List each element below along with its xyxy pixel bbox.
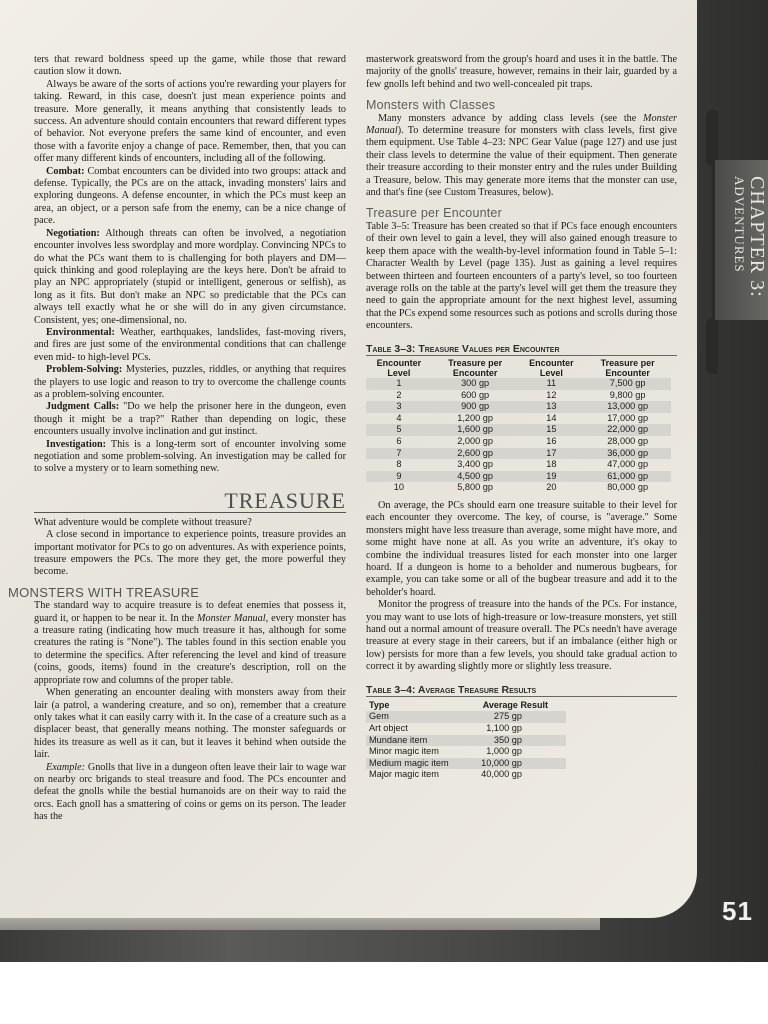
table-row	[366, 436, 671, 448]
table-cell: 7,500 gp	[584, 378, 671, 390]
term-label: Combat:	[46, 165, 85, 177]
table-cell: 18	[546, 459, 557, 470]
paragraph: Table 3–5: Treasure has been created so that if PCs face enough encounters of their own level to gain a level, they will also gained enough treasure to keep them apace with the wealth-by-level information found in Table 5–1: Character Wealth by Level (page 135). Just as gaining a level requires between thirteen and fourteen encounters of a party's level, so too fourteen average rolls on the table at the party's level will get them the treasure they need to gain the appropriate amount for the next highest level, assuming that the PCs expend some resources such as potions and scrolls during those encounters.	[366, 220, 677, 332]
table-cell: 10	[393, 482, 404, 493]
table-row	[366, 424, 671, 436]
table-cell: Gem	[366, 711, 465, 723]
table-header-row	[366, 358, 671, 378]
table-cell: 36,000 gp	[584, 448, 671, 460]
table-cell: 22,000 gp	[584, 424, 671, 436]
table-cell: 9	[366, 471, 432, 483]
column-header: Encounter Level	[376, 357, 422, 378]
table-cell: Major magic item	[369, 769, 439, 780]
table-cell: 900 gp	[432, 401, 519, 413]
left-column	[8, 54, 346, 824]
table-cell: 15	[518, 424, 584, 436]
term-label: Problem-Solving:	[46, 364, 123, 376]
table-cell: 8	[396, 459, 402, 470]
paragraph: Many monsters advance by adding class levels (see the Monster Manual). To determine treasure for monsters with class levels, first give them equipment. Use Table 4–23: NPC Gear Value (page 127) and use just their class levels to determine the value of their equipment. Then generate their treasure according to their monster entry and the rules under Building a Treasure, below. This may generate more items that the monster can use, and that's fine (see Custom Treasures, below).	[366, 112, 677, 199]
column-header: Encounter Level	[529, 357, 574, 378]
term-label: Environmental:	[46, 326, 115, 338]
column-header: Average Result	[482, 699, 548, 710]
table-row	[366, 390, 671, 402]
table-cell: 20	[546, 482, 557, 493]
paragraph: What adventure would be complete without treasure?	[34, 516, 252, 528]
table-cell: 1,100 gp	[486, 722, 522, 733]
table-cell: 61,000 gp	[584, 471, 671, 483]
subheading-monsters-with-classes: Monsters with Classes	[366, 98, 496, 113]
table-cell: 275 gp	[465, 711, 566, 723]
table-cell: 300 gp	[432, 378, 519, 390]
table-cell: 6	[396, 435, 402, 446]
paragraph: The standard way to acquire treasure is to defeat enemies that possess it, guard it, or happen to be near it. In the Monster Manual, every monster has a treasure rating (indicating how much treasure it has, although for some creatures the rating is "None"). The tables found in this section enable you to determine the specifics. After referencing the level and kind of treasure (coins, goods, items) found in the creature's description, roll on the appropriate row and columns of the proper table.	[34, 600, 346, 686]
table-cell: 7	[366, 448, 432, 460]
term-label: Judgment Calls:	[46, 401, 120, 413]
paragraph: On average, the PCs should earn one treasure suitable to their level for each encounter they overcome. The key, of course, is "average." Some monsters might have less treasure than average, some might have more, and some might have none at all. As you write an adventure, it's okay to combine the individual treasures listed for each monster into one larger hoard. If a dungeon is home to a beholder and numerous bugbears, for example, you can take some or all of the bugbear treasure and add it to the beholder's hoard.	[366, 499, 677, 598]
table-cell: Minor magic item	[369, 746, 439, 757]
table-row	[366, 758, 566, 770]
table-cell: 47,000 gp	[607, 459, 649, 470]
table-row	[366, 746, 566, 758]
table-cell: 4	[396, 412, 402, 423]
subheading-treasure-per-encounter: Treasure per Encounter	[366, 206, 502, 221]
table-cell: 3,400 gp	[457, 459, 493, 470]
paragraph: ters that reward boldness speed up the game, while those that reward caution slow it down.	[34, 54, 346, 78]
table-3-4-title: Table 3–4: Average Treasure Results	[366, 684, 677, 697]
column-header: Treasure per Encounter	[600, 357, 655, 378]
paragraph-judgment-calls: Judgment Calls: "Do we help the prisoner here in the dungeon, even though it might be a trap?" Rather than depending on logic, these encounters usually involve inclination and gut instinct.	[34, 401, 346, 438]
table-row	[366, 448, 671, 460]
decorative-hook-bottom	[706, 318, 718, 374]
table-cell: 350 gp	[465, 735, 566, 747]
table-row	[366, 459, 671, 471]
decorative-hook-top	[706, 110, 718, 166]
table-cell: 2	[396, 389, 402, 400]
right-column	[366, 54, 677, 781]
table-cell: 17,000 gp	[607, 412, 649, 423]
paragraph: Monitor the progress of treasure into the hands of the PCs. For instance, you may want to use lots of high-treasure or low-treasure monsters, yet still hand out a normal amount of treasure overall. The PCs needn't have average treasure at every stage in their careers, but if an imbalance (either high or low) persists for more than a few levels, you should take gradual action to correct it by awarding slightly more or slightly less treasure.	[366, 599, 677, 673]
subheading-monsters-with-treasure: MONSTERS WITH TREASURE	[8, 584, 200, 600]
table-3-3	[366, 358, 671, 494]
table-cell: 1,000 gp	[486, 746, 522, 757]
table-row	[366, 735, 566, 747]
paragraph-negotiation: Negotiation: Although threats can often be involved, a negotiation encounter involves less swordplay and more wordplay. Convincing NPCs to do what the PCs want them to is challenging for both players and DM—quick thinking and good roleplaying are the keys here. Don't be afraid to play an NPC appropriately (stupid or intelligent, generous or selfish), as long as it fits. But don't make an NPC so predictable that the PCs can always tell exactly what he or she will do in any given circumstance. Consistent, yes; one-dimensional, no.	[34, 227, 346, 326]
table-cell: 9,800 gp	[609, 389, 646, 400]
table-cell: 11	[518, 378, 584, 390]
table-cell: 19	[518, 471, 584, 483]
table-cell: 3	[366, 401, 432, 413]
table-row	[366, 769, 566, 781]
table-cell: 28,000 gp	[607, 435, 649, 446]
paragraph-example: Example: Gnolls that live in a dungeon often leave their lair to wage war on nearby orc brigands to steal treasure and food. The PCs encounter and defeat the gnolls while the bestial humanoids are on their way to raid the orcs. Each gnoll has a smattering of coins or gems on its person. The leader has the	[34, 761, 346, 823]
table-cell: 2,000 gp	[457, 435, 493, 446]
term-label: Investigation:	[46, 438, 106, 450]
paragraph-combat: Combat: Combat encounters can be divided into two groups: attack and defense. Typically, the PCs are on the attack, invading monsters' lairs and exploring dungeons. A defense encounter, in which the PCs must keep an area, an object, or a person safe from the enemy, can be a nice change of pace.	[34, 165, 346, 227]
table-row	[366, 413, 671, 425]
table-cell: 5,800 gp	[457, 482, 493, 493]
table-cell: Medium magic item	[366, 758, 465, 770]
table-header-row	[366, 699, 566, 711]
table-cell: 17	[518, 448, 584, 460]
table-cell: 13,000 gp	[584, 401, 671, 413]
table-cell: 16	[546, 435, 557, 446]
table-cell: 5	[366, 424, 432, 436]
chapter-title: ADVENTURES	[732, 176, 747, 273]
table-cell: 1	[366, 378, 432, 390]
table-cell: 1,200 gp	[457, 412, 493, 423]
paragraph-investigation: Investigation: This is a long-term sort of encounter involving some negotiation and some problem-solving. An investigation may be called for to solve a mystery or to learn something new.	[34, 438, 346, 475]
table-row	[366, 711, 566, 723]
paragraph: Always be aware of the sorts of actions you're rewarding your players for taking. Reward, in this case, doesn't just mean experience points and treasure. More generally, it means anything that consistently leads to success. An adventure should contain encounters that reward different types of behavior. Not everyone prefers the same kind of encounter, and even those with a favorite enjoy a change of pace. Remember, then, that you can offer many different kinds of encounters, including all of the following.	[34, 78, 346, 165]
table-row	[366, 482, 671, 494]
table-cell: 80,000 gp	[607, 482, 649, 493]
table-cell: 14	[546, 412, 557, 423]
table-cell: 13	[518, 401, 584, 413]
table-cell: 10,000 gp	[465, 758, 566, 770]
paragraph-problem-solving: Problem-Solving: Mysteries, puzzles, riddles, or anything that requires the players to use logic and reason to try to overcome the challenge counts as a problem-solving encounter.	[34, 364, 346, 400]
paragraph: When generating an encounter dealing with monsters away from their lair (a patrol, a wandering creature, and so on), remember that a creature only takes what it can easily carry with it. In the case of a creature such as a displacer beast, that generally means nothing. The monster safeguards or hides its treasure as well as it can, but it leaves it behind when outside the lair.	[34, 687, 346, 761]
table-3-4	[366, 699, 566, 781]
column-header: Treasure per Encounter	[448, 357, 503, 378]
table-3-3-title: Table 3–3: Treasure Values per Encounter	[366, 343, 677, 356]
section-heading-treasure: TREASURE	[34, 490, 346, 513]
table-row	[366, 401, 671, 413]
table-row	[366, 471, 671, 483]
table-row	[366, 723, 566, 735]
table-cell: 600 gp	[461, 389, 490, 400]
term-label: Negotiation:	[46, 227, 100, 239]
table-cell: 1,600 gp	[432, 424, 519, 436]
table-cell: 12	[546, 389, 557, 400]
term-label: Example:	[46, 761, 86, 773]
table-cell: 40,000 gp	[481, 769, 522, 780]
page-number: 51	[722, 896, 753, 926]
chapter-tab-label	[718, 176, 768, 326]
chapter-number: CHAPTER 3:	[746, 176, 768, 298]
table-row	[366, 378, 671, 390]
paragraph: A close second in importance to experience points, treasure provides an important motivator for PCs to go on adventures. As with experience points, treasure empowers the PCs. The more they get, the more powerful they become.	[34, 529, 346, 578]
table-cell: 4,500 gp	[432, 471, 519, 483]
table-cell: Mundane item	[366, 735, 465, 747]
column-header: Type	[369, 699, 390, 710]
paragraph-environmental: Environmental: Weather, earthquakes, landslides, fast-moving rivers, and fires are just some of the environmental conditions that can challenge even mid- to high-level PCs.	[34, 326, 346, 363]
table-cell: 2,600 gp	[432, 448, 519, 460]
paragraph: masterwork greatsword from the group's hoard and uses it in the battle. The majority of the gnolls' treasure, however, remains in their lair, guarded by a few gnolls left behind and two well-concealed pit traps.	[366, 54, 677, 90]
table-cell: Art object	[369, 722, 408, 733]
